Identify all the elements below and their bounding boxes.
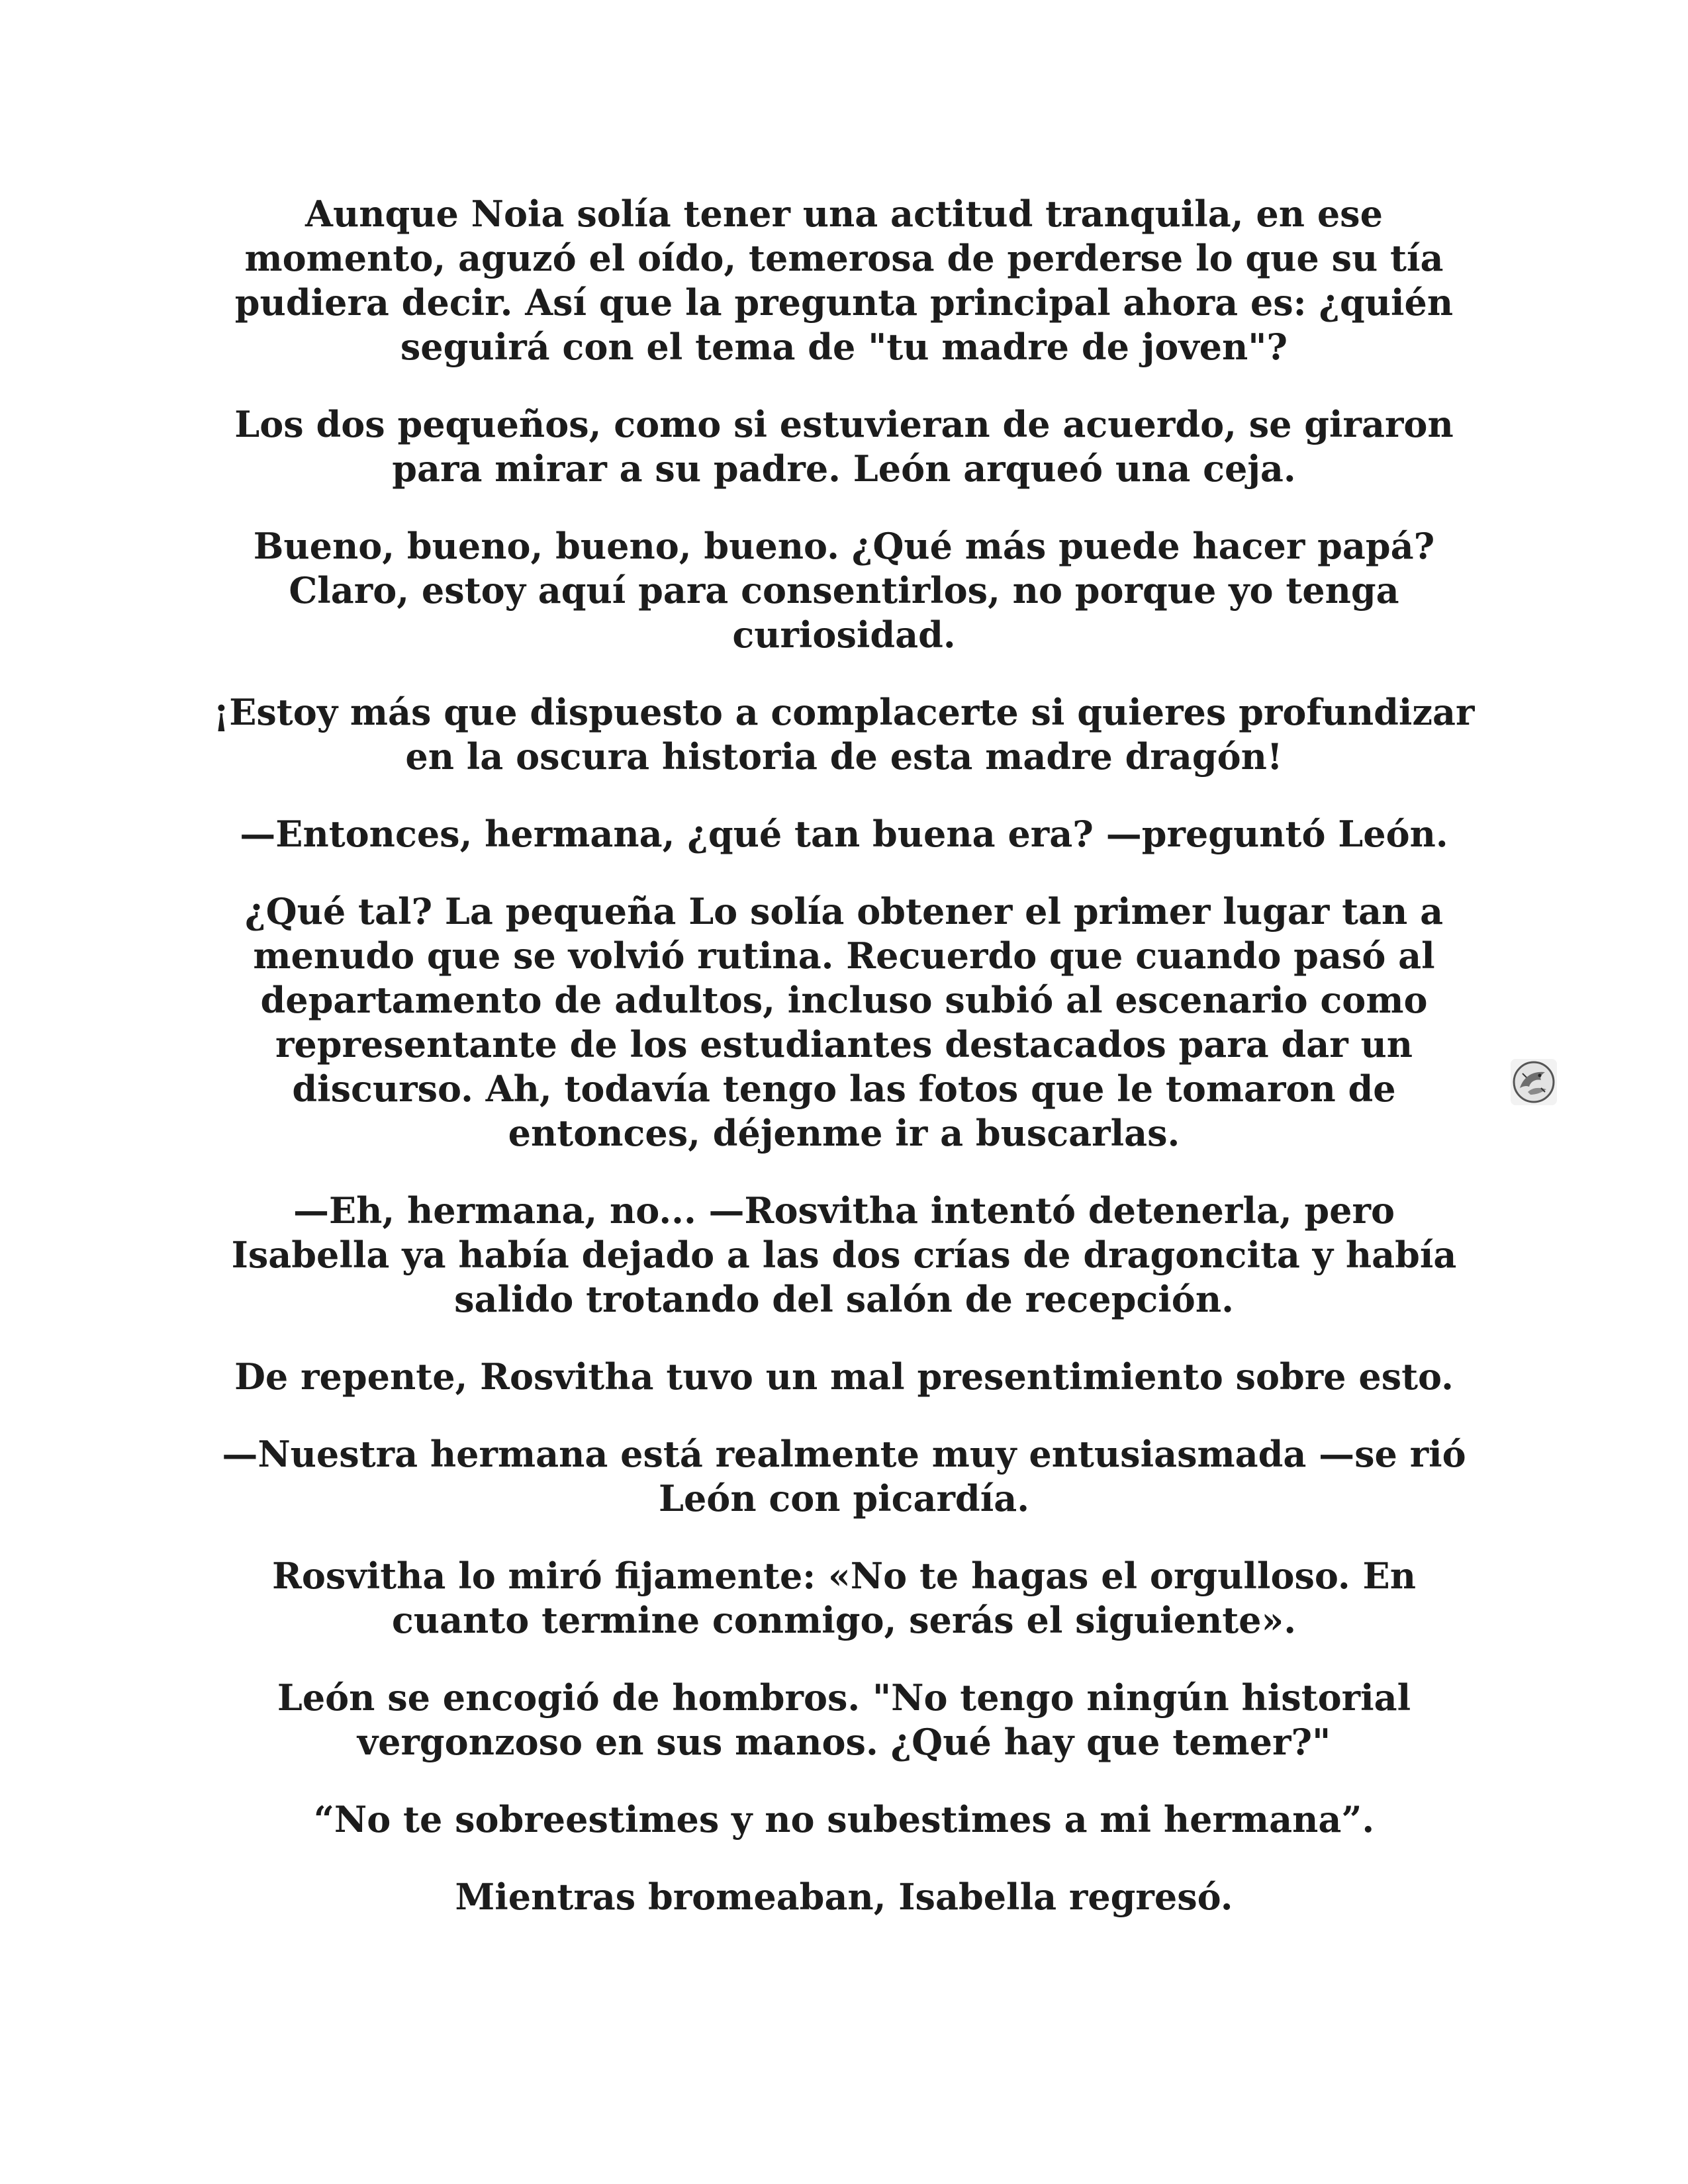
paragraph: ¡Estoy más que dispuesto a complacerte si quieres profundizar en la oscura historia de esta madre dragón!	[213, 691, 1475, 778]
paragraph: Mientras bromeaban, Isabella regresó.	[455, 1876, 1233, 1918]
document-body	[212, 192, 1476, 1919]
paragraph: Rosvitha lo miró fijamente: «No te hagas el orgulloso. En cuanto termine conmigo, serás el siguiente».	[272, 1555, 1416, 1641]
paragraph: —Eh, hermana, no... —Rosvitha intentó detenerla, pero Isabella ya había dejado a las dos crías de dragoncita y había salido trotando del salón de recepción.	[231, 1189, 1457, 1320]
paragraph: —Nuestra hermana está realmente muy entusiasmada —se rió León con picardía.	[222, 1433, 1466, 1520]
paragraph: Los dos pequeños, como si estuvieran de acuerdo, se giraron para mirar a su padre. León arqueó una ceja.	[234, 403, 1454, 490]
paragraph: ¿Qué tal? La pequeña Lo solía obtener el primer lugar tan a menudo que se volvió rutina. Recuerdo que cuando pasó al departamento de adultos, incluso subió al escenario como representante de los estudiantes destacados para dar un discurso. Ah, todavía tengo las fotos que le tomaron de entonces, déjenme ir a buscarlas.	[244, 890, 1444, 1154]
dragon-emblem-icon[interactable]	[1511, 1059, 1557, 1105]
paragraph: De repente, Rosvitha tuvo un mal presentimiento sobre esto.	[234, 1355, 1454, 1398]
paragraph: Bueno, bueno, bueno, bueno. ¿Qué más puede hacer papá? Claro, estoy aquí para consentirlos, no porque yo tenga curiosidad.	[253, 525, 1435, 656]
paragraph: León se encogió de hombros. "No tengo ningún historial vergonzoso en sus manos. ¿Qué hay que temer?"	[277, 1676, 1411, 1763]
paragraph: “No te sobreestimes y no subestimes a mi hermana”.	[313, 1798, 1375, 1841]
paragraph: —Entonces, hermana, ¿qué tan buena era? —preguntó León.	[240, 813, 1448, 855]
paragraph: Aunque Noia solía tener una actitud tranquila, en ese momento, aguzó el oído, temerosa de perderse lo que su tía pudiera decir. Así que la pregunta principal ahora es: ¿quién seguirá con el tema de "tu madre de joven"?	[234, 193, 1454, 368]
